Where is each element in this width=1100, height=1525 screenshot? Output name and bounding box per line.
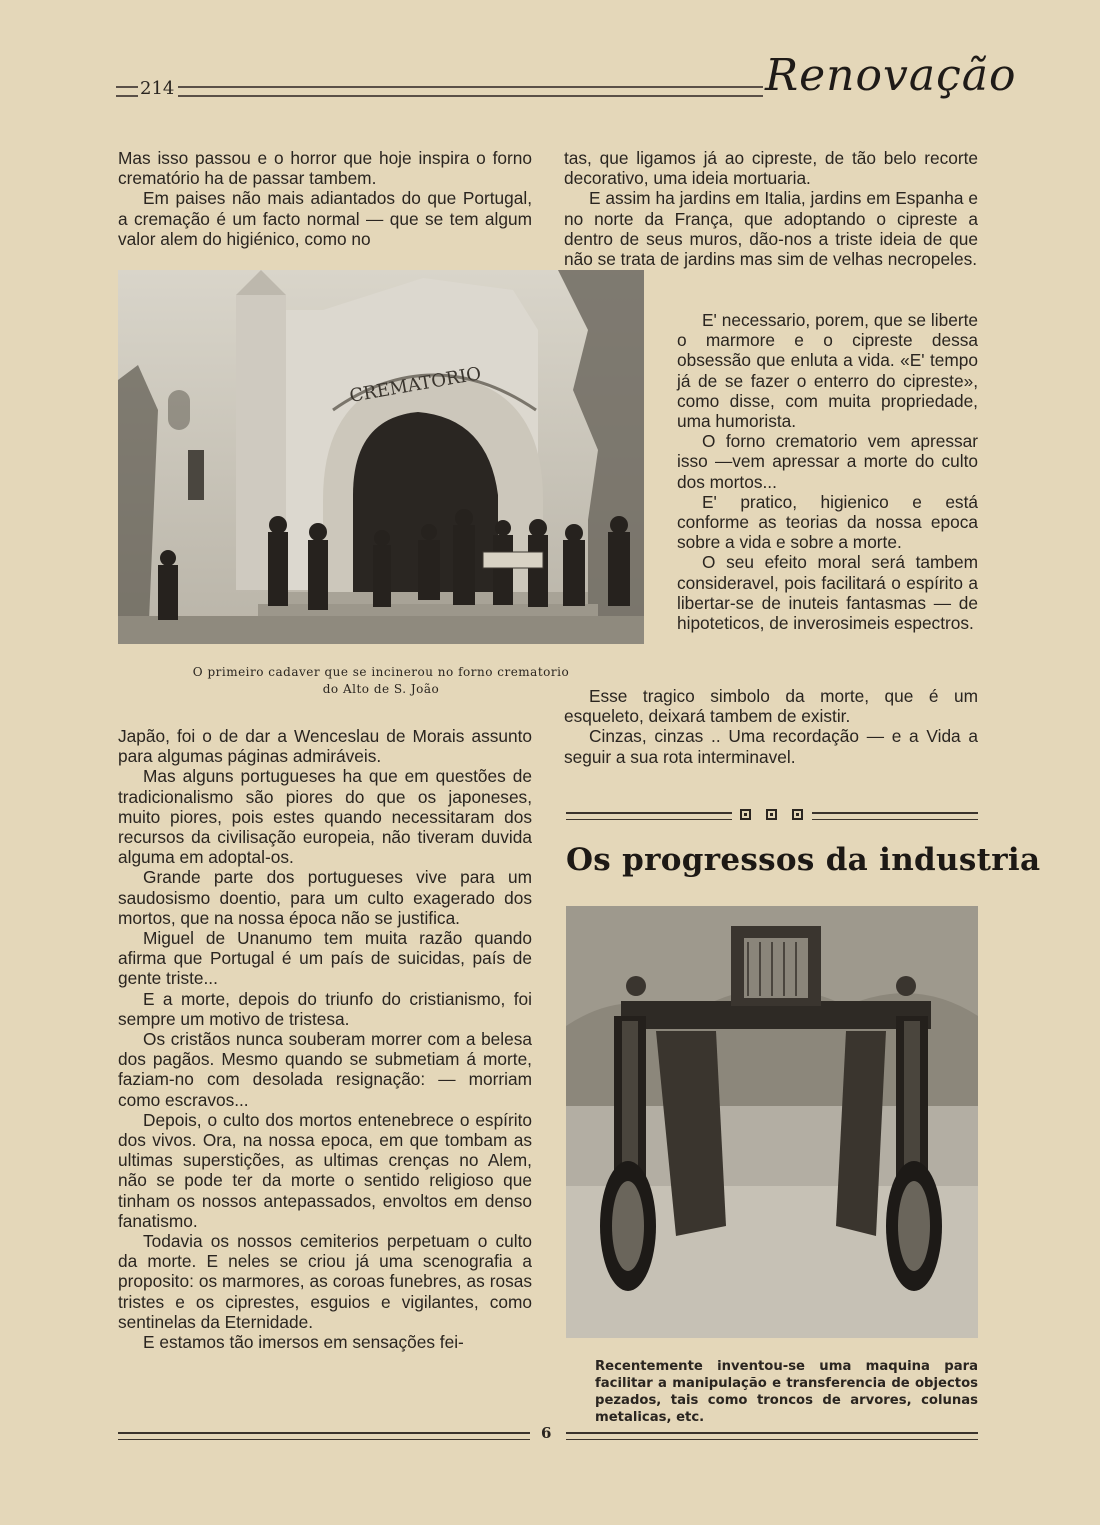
divider-rule-right xyxy=(812,812,978,820)
paragraph: Em paises não mais adiantados do que Portugal, a cremação é um facto normal — que se tem algum valor alem do higiénico, como no xyxy=(118,188,532,249)
paragraph: Mas alguns portugueses ha que em questões de tradicionalismo são piores do que os japoneses, muito piores, pois estes quando necessitaram dos recursos da civilisação europeia, não tiveram duvida alguma em adoptal-os. xyxy=(118,766,532,868)
machine-caption: Recentemente inventou-se uma maquina para facilitar a manipulação e transferencia de objectos pezados, tais como troncos de arvores, colunas metalicas, etc. xyxy=(595,1359,978,1425)
paragraph: Os cristãos nunca souberam morrer com a belesa dos pagãos. Mesmo quando se submetiam á morte, faziam-no com desolada resignação: — morriam como escravos... xyxy=(118,1029,532,1110)
caption-line: do Alto de S. João xyxy=(322,682,440,696)
right-column-side xyxy=(677,310,978,633)
paragraph: O forno crematorio vem apressar isso —vem apressar a morte do culto dos mortos... xyxy=(677,431,978,492)
paragraph: Miguel de Unanumo tem muita razão quando afirma que Portugal é um país de suicidas, país de gente triste... xyxy=(118,928,532,989)
paragraph: Cinzas, cinzas .. Uma recordação — e a Vida a seguir a sua rota interminavel. xyxy=(564,726,978,767)
paragraph: O seu efeito moral será tambem consideravel, pois facilitará o espírito a libertar-se de inuteis fantasmas — de hipoteticos, de inverosimeis espectros. xyxy=(677,552,978,634)
ornament-square-icon xyxy=(740,809,751,820)
crematorium-illustration xyxy=(118,270,644,644)
footer-rule-left xyxy=(118,1432,530,1440)
ornament-square-icon xyxy=(766,809,777,820)
paragraph: Grande parte dos portugueses vive para um saudosismo doentio, para um culto exagerado dos mortos, que na nossa época não se justifica. xyxy=(118,867,532,928)
paragraph: tas, que ligamos já ao cipreste, de tão belo recorte decorativo, uma ideia mortuaria. xyxy=(564,148,978,189)
paragraph: E assim ha jardins em Italia, jardins em Espanha e no norte da França, que adoptando o cipreste a dentro de seus muros, dão-nos a triste ideia de que não se trata de jardins mas sim de velhas necropeles. xyxy=(564,188,978,270)
paragraph: Esse tragico simbolo da morte, que é um esqueleto, deixará tambem de existir. xyxy=(564,686,978,727)
lifting-machine-illustration xyxy=(566,906,978,1338)
paragraph: Todavia os nossos cemiterios perpetuam o culto da morte. E neles se criou já uma scenografia a proposito: os marmores, as coroas funebres, as rosas tristes e os ciprestes, esguios e vigilantes, como sentinelas da Eternidade. xyxy=(118,1231,532,1332)
ornament-square-icon xyxy=(792,809,803,820)
left-column-top xyxy=(118,148,532,249)
paragraph: E' necessario, porem, que se liberte o marmore e o cipreste dessa obsessão que enluta a vida. «E' tempo já de se fazer o enterro do cipreste», como disse, com muita propriedade, uma humorista. xyxy=(677,310,978,432)
caption-line: O primeiro cadaver que se incinerou no forno crematorio xyxy=(192,665,570,679)
page-number: 214 xyxy=(140,78,175,99)
right-column-lower xyxy=(564,686,978,767)
paragraph: Depois, o culto dos mortos entenebrece o espírito dos vivos. Ora, na nossa epoca, em que tombam as ultimas superstições, as ultimas crenças no Alem, não se pode ter da morte o sentido religioso que tinham os nossos antepassados, envoltos em denso fanatismo. xyxy=(118,1109,532,1231)
machine-photo xyxy=(566,906,978,1338)
paragraph: E estamos tão imersos em sensações fei- xyxy=(143,1332,464,1353)
header-rule xyxy=(178,86,763,97)
paragraph: E a morte, depois do triunfo do cristianismo, foi sempre um motivo de tristesa. xyxy=(118,988,532,1029)
signature-number: 6 xyxy=(541,1424,552,1442)
header-rule-left xyxy=(116,86,138,97)
left-column-bottom xyxy=(118,726,532,1352)
right-column-top xyxy=(564,148,978,269)
magazine-logo: Renovação xyxy=(765,50,1017,101)
paragraph: Japão, foi o de dar a Wenceslau de Morais assunto para algumas páginas admiráveis. xyxy=(118,726,532,767)
section-headline: Os progressos da industria xyxy=(566,842,1041,878)
footer-rule-right xyxy=(566,1432,978,1440)
divider-rule-left xyxy=(566,812,732,820)
paragraph: Mas isso passou e o horror que hoje inspira o forno crematório ha de passar tambem. xyxy=(118,148,532,189)
crematorium-inscription: CREMATORIO xyxy=(348,363,483,407)
paragraph: E' pratico, higienico e está conforme as teorias da nossa epoca sobre a vida e sobre a morte. xyxy=(677,491,978,553)
crematorium-photo xyxy=(118,270,644,644)
